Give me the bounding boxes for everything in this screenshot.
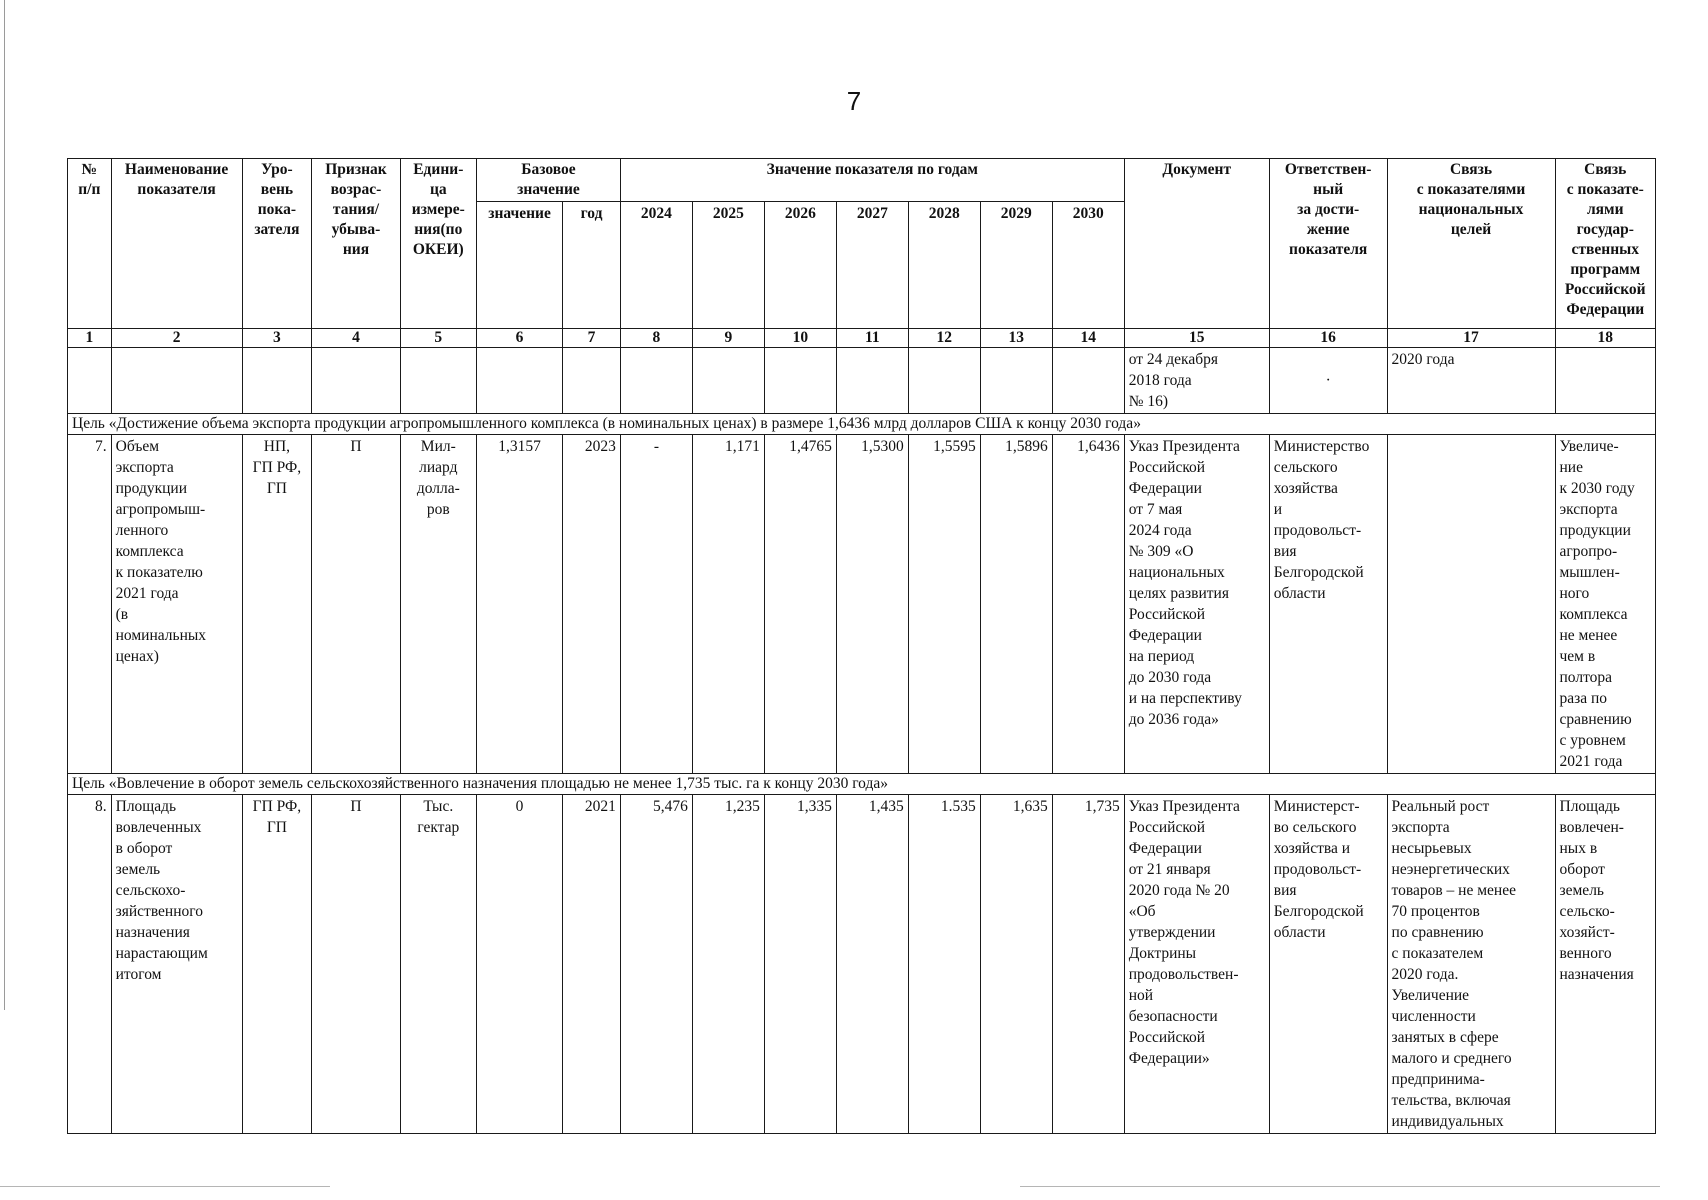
column-number: 3 [242,329,312,348]
indicator-value-2025: 1,171 [692,435,764,774]
indicator-value-2026: 1,335 [764,795,836,1134]
cell-empty [908,348,980,414]
header-responsible: Ответствен- ный за дости- жение показателя [1269,159,1387,329]
scan-page-edge [4,0,5,1010]
header-year: 2030 [1052,202,1124,329]
cell-empty [980,348,1052,414]
cell-empty [1555,348,1656,414]
cell-empty [563,348,621,414]
header-document: Документ [1124,159,1269,329]
indicator-base-year: 2023 [563,435,621,774]
column-number: 6 [476,329,562,348]
indicator-num: 8. [68,795,112,1134]
column-number: 15 [1124,329,1269,348]
continuation-link-national: 2020 года [1387,348,1555,414]
indicator-base-value: 0 [476,795,562,1134]
indicator-level: НП, ГП РФ, ГП [242,435,312,774]
column-number: 10 [764,329,836,348]
indicator-value-2025: 1,235 [692,795,764,1134]
indicator-value-2027: 1,5300 [836,435,908,774]
indicator-value-2028: 1.535 [908,795,980,1134]
indicator-sign: П [312,435,400,774]
column-number: 9 [692,329,764,348]
header-year: 2025 [692,202,764,329]
column-number: 18 [1555,329,1656,348]
continuation-document: от 24 декабря 2018 года № 16) [1124,348,1269,414]
cell-empty [1052,348,1124,414]
cell-empty [312,348,400,414]
column-number: 13 [980,329,1052,348]
indicator-base-value: 1,3157 [476,435,562,774]
cell-empty [68,348,112,414]
indicator-value-2024: - [620,435,692,774]
indicator-link-programs: Увеличе- ние к 2030 году экспорта продукции агропро- мышлен- ного комплекса не менее чем в полтора раза по сравнению с уровнем 2021 года [1555,435,1656,774]
header-num: № п/п [68,159,112,329]
header-link-programs: Связь с показате- лями государ- ственных программ Российской Федерации [1555,159,1656,329]
indicator-value-2026: 1,4765 [764,435,836,774]
indicator-base-year: 2021 [563,795,621,1134]
indicator-link-programs: Площадь вовлечен- ных в оборот земель сельско- хозяйст- венного назначения [1555,795,1656,1134]
scan-bottom-line [0,1186,330,1187]
indicator-unit: Тыс. гектар [400,795,476,1134]
column-number: 5 [400,329,476,348]
header-by-years: Значение показателя по годам [620,159,1124,202]
cell-empty [242,348,312,414]
indicator-value-2029: 1,5896 [980,435,1052,774]
column-number: 14 [1052,329,1124,348]
cell-empty [400,348,476,414]
cell-empty [620,348,692,414]
indicator-num: 7. [68,435,112,774]
indicator-responsible: Министерст- во сельского хозяйства и продовольст- вия Белгородской области [1269,795,1387,1134]
header-sign: Признак возрас- тания/ убыва- ния [312,159,400,329]
indicators-table [67,158,1656,1134]
indicator-sign: П [312,795,400,1134]
indicator-value-2027: 1,435 [836,795,908,1134]
header-row [68,159,1656,202]
header-level: Уро- вень пока- зателя [242,159,312,329]
indicator-link-national: Реальный рост экспорта несырьевых неэнергетических товаров – не менее 70 процентов по сравнению с показателем 2020 года. Увеличение численности занятых в сфере малого и среднего предпринима- тельства, включая индивидуальных [1387,795,1555,1134]
column-number: 17 [1387,329,1555,348]
header-link-national: Связь с показателями национальных целей [1387,159,1555,329]
column-number: 16 [1269,329,1387,348]
column-number: 1 [68,329,112,348]
indicator-value-2028: 1,5595 [908,435,980,774]
page-number: 7 [846,86,862,116]
header-year: 2027 [836,202,908,329]
header-base: Базовое значение [476,159,620,202]
goal-title: Цель «Вовлечение в оборот земель сельскохозяйственного назначения площадью не менее 1,735 тыс. га к концу 2030 года» [68,774,1656,795]
indicator-name: Площадь вовлеченных в оборот земель сельскохо- зяйственного назначения нарастающим итогом [111,795,242,1134]
indicator-document: Указ Президента Российской Федерации от 7 мая 2024 года № 309 «О национальных целях развития Российской Федерации на период до 2030 года и на перспективу до 2036 года» [1124,435,1269,774]
column-number: 2 [111,329,242,348]
column-number: 12 [908,329,980,348]
header-year: 2028 [908,202,980,329]
indicator-value-2024: 5,476 [620,795,692,1134]
cell-empty [476,348,562,414]
indicator-responsible: Министерство сельского хозяйства и продовольст- вия Белгородской области [1269,435,1387,774]
column-number: 8 [620,329,692,348]
indicator-level: ГП РФ, ГП [242,795,312,1134]
scan-bottom-line [1020,1186,1660,1187]
indicator-row [68,795,1656,1134]
continuation-row [68,348,1656,414]
continuation-responsible: · [1269,348,1387,414]
cell-empty [692,348,764,414]
indicator-link-national [1387,435,1555,774]
goal-row [68,774,1656,795]
column-number: 7 [563,329,621,348]
column-number: 11 [836,329,908,348]
indicator-document: Указ Президента Российской Федерации от 21 января 2020 года № 20 «Об утверждении Доктрины продовольствен- ной безопасности Российской Федерации» [1124,795,1269,1134]
indicator-value-2030: 1,6436 [1052,435,1124,774]
goal-row [68,414,1656,435]
header-unit: Едини- ца измере- ния(по ОКЕИ) [400,159,476,329]
header-year: 2024 [620,202,692,329]
goal-title: Цель «Достижение объема экспорта продукции агропромышленного комплекса (в номинальных ценах) в размере 1,6436 млрд долларов США к концу 2030 года» [68,414,1656,435]
indicator-unit: Мил- лиард долла- ров [400,435,476,774]
header-name: Наименование показателя [111,159,242,329]
header-year: 2026 [764,202,836,329]
header-base-value: значение [476,202,562,329]
cell-empty [836,348,908,414]
header-year: 2029 [980,202,1052,329]
indicator-value-2029: 1,635 [980,795,1052,1134]
cell-empty [111,348,242,414]
indicator-name: Объем экспорта продукции агропромыш- ленного комплекса к показателю 2021 года (в номинальных ценах) [111,435,242,774]
cell-empty [764,348,836,414]
column-numbers-row [68,329,1656,348]
column-number: 4 [312,329,400,348]
indicator-row [68,435,1656,774]
indicator-value-2030: 1,735 [1052,795,1124,1134]
header-base-year: год [563,202,621,329]
